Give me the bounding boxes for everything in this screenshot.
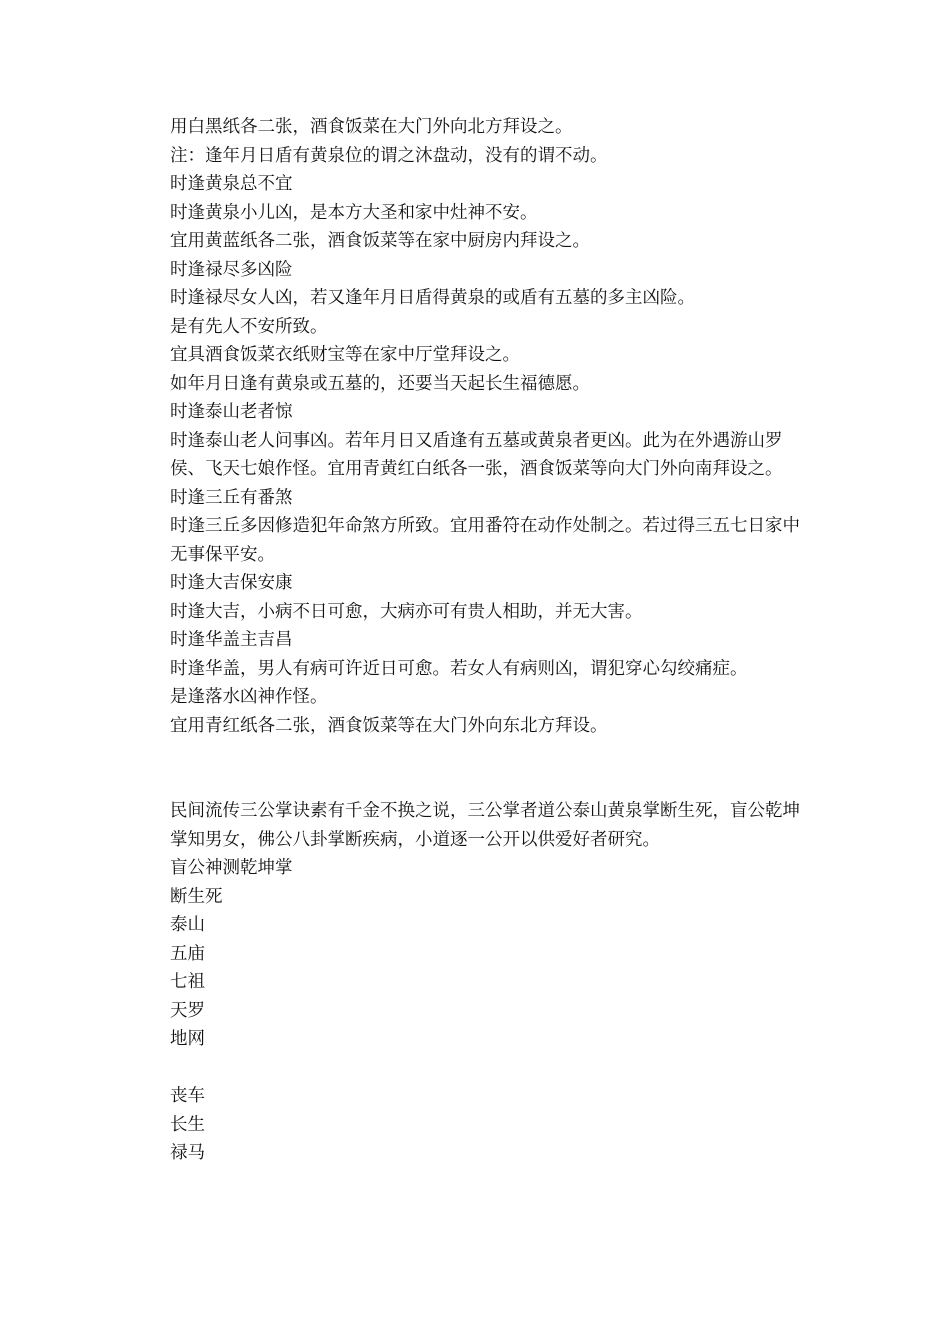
text-line: 时逢禄尽女人凶，若又逢年月日盾得黄泉的或盾有五墓的多主凶险。 — [170, 288, 695, 308]
list-item: 丧车 — [170, 1086, 205, 1106]
section-heading: 时逢三丘有番煞 — [170, 487, 293, 508]
spacer — [170, 740, 810, 797]
text-line: 时逢华盖，男人有病可许近日可愈。若女人有病则凶，谓犯穿心勾绞痛症。 — [170, 658, 748, 679]
text-line: 是逢落水凶神作怪。 — [170, 687, 328, 707]
section-heading: 时逢黄泉总不宜 — [170, 174, 293, 194]
document-page — [170, 113, 810, 1168]
list-item: 断生死 — [170, 886, 223, 907]
text-line: 用白黑纸各二张，酒食饭菜在大门外向北方拜设之。 — [170, 117, 573, 137]
list-item: 长生 — [170, 1114, 205, 1135]
section-heading: 时逢禄尽多凶险 — [170, 259, 293, 280]
section-heading: 时逢大吉保安康 — [170, 573, 293, 593]
text-line: 注：逢年月日盾有黄泉位的谓之沐盘动，没有的谓不动。 — [170, 145, 608, 166]
text-line: 时逢大吉，小病不日可愈，大病亦可有贵人相助，并无大害。 — [170, 601, 643, 622]
spacer — [170, 1054, 810, 1083]
text-line: 如年月日逢有黄泉或五墓的，还要当天起长生福德愿。 — [170, 373, 590, 394]
list-item: 泰山 — [170, 915, 205, 935]
list-item: 五庙 — [170, 943, 205, 964]
text-line: 宜具酒食饭菜衣纸财宝等在家中厅堂拜设之。 — [170, 345, 520, 365]
list-item: 禄马 — [170, 1143, 205, 1163]
text-line: 宜用青红纸各二张，酒食饭菜等在大门外向东北方拜设。 — [170, 715, 608, 736]
text-paragraph: 时逢泰山老人问事凶。若年月日又盾逢有五墓或黄泉者更凶。此为在外遇游山罗侯、飞天七娘作怪。宜用青黄红白纸各一张，酒食饭菜等向大门外向南拜设之。 — [170, 430, 783, 479]
section-heading: 时逢泰山老者惊 — [170, 402, 293, 422]
section-heading: 时逢华盖主吉昌 — [170, 630, 293, 650]
list-item: 地网 — [170, 1029, 205, 1049]
text-line: 宜用黄蓝纸各二张，酒食饭菜等在家中厨房内拜设之。 — [170, 231, 590, 251]
intro-paragraph: 民间流传三公掌诀素有千金不换之说，三公掌者道公泰山黄泉掌断生死，盲公乾坤掌知男女，佛公八卦掌断疾病，小道逐一公开以供爱好者研究。 — [170, 801, 800, 850]
list-item: 天罗 — [170, 1000, 205, 1021]
text-paragraph: 时逢三丘多因修造犯年命煞方所致。宜用番符在动作处制之。若过得三五七日家中无事保平安。 — [170, 516, 800, 565]
text-line: 是有先人不安所致。 — [170, 316, 328, 337]
text-line: 时逢黄泉小儿凶，是本方大圣和家中灶神不安。 — [170, 202, 538, 223]
list-item: 七祖 — [170, 972, 205, 992]
section-heading: 盲公神测乾坤掌 — [170, 858, 293, 878]
